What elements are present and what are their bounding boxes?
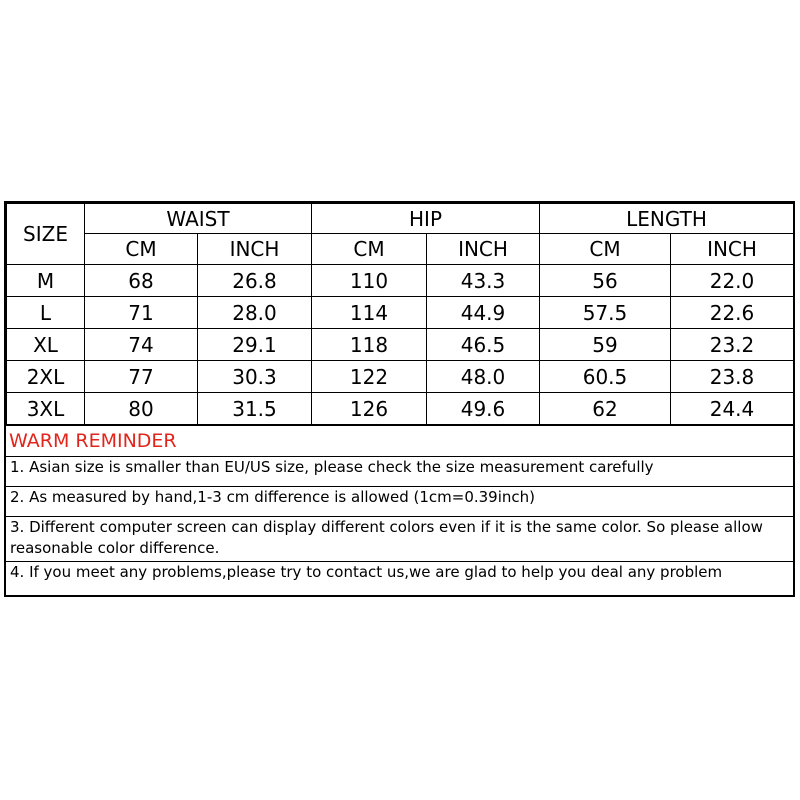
length-cm-cell: 56 xyxy=(540,265,671,297)
waist-inch-cell: 26.8 xyxy=(198,265,312,297)
note-line: 3. Different computer screen can display different colors even if it is the same color. So please allow xyxy=(10,518,763,536)
note-line: reasonable color difference. xyxy=(10,539,220,557)
unit-header: INCH xyxy=(427,234,540,265)
reminder-note-4 xyxy=(6,561,793,589)
header-unit-row xyxy=(7,234,794,265)
warm-reminder xyxy=(6,425,793,589)
reminder-note-1 xyxy=(6,456,793,486)
waist-cm-cell: 77 xyxy=(85,361,198,393)
reminder-note-2 xyxy=(6,486,793,516)
hip-inch-cell: 49.6 xyxy=(427,393,540,425)
length-inch-cell: 23.2 xyxy=(671,329,794,361)
table-row xyxy=(7,361,794,393)
size-cell: 3XL xyxy=(7,393,85,425)
unit-header: INCH xyxy=(198,234,312,265)
waist-cm-cell: 74 xyxy=(85,329,198,361)
waist-inch-cell: 29.1 xyxy=(198,329,312,361)
hip-cm-cell: 118 xyxy=(312,329,427,361)
table-row xyxy=(7,393,794,425)
note-line: 2. As measured by hand,1-3 cm difference is allowed (1cm=0.39inch) xyxy=(10,488,535,506)
table-row xyxy=(7,329,794,361)
size-cell: XL xyxy=(7,329,85,361)
size-cell: L xyxy=(7,297,85,329)
unit-header: CM xyxy=(540,234,671,265)
length-inch-cell: 24.4 xyxy=(671,393,794,425)
waist-cm-cell: 80 xyxy=(85,393,198,425)
waist-inch-cell: 28.0 xyxy=(198,297,312,329)
size-cell: 2XL xyxy=(7,361,85,393)
length-inch-cell: 22.0 xyxy=(671,265,794,297)
length-inch-cell: 23.8 xyxy=(671,361,794,393)
header-group-row xyxy=(7,204,794,234)
table-row xyxy=(7,265,794,297)
length-cm-cell: 60.5 xyxy=(540,361,671,393)
hip-cm-cell: 110 xyxy=(312,265,427,297)
unit-header: CM xyxy=(312,234,427,265)
length-header: LENGTH xyxy=(540,204,794,234)
size-header: SIZE xyxy=(7,204,85,265)
length-cm-cell: 62 xyxy=(540,393,671,425)
hip-cm-cell: 122 xyxy=(312,361,427,393)
hip-cm-cell: 126 xyxy=(312,393,427,425)
size-chart xyxy=(4,201,795,597)
waist-header: WAIST xyxy=(85,204,312,234)
hip-inch-cell: 48.0 xyxy=(427,361,540,393)
length-cm-cell: 57.5 xyxy=(540,297,671,329)
note-line: 4. If you meet any problems,please try to contact us,we are glad to help you deal any problem xyxy=(10,563,723,581)
hip-inch-cell: 43.3 xyxy=(427,265,540,297)
length-inch-cell: 22.6 xyxy=(671,297,794,329)
hip-inch-cell: 44.9 xyxy=(427,297,540,329)
size-cell: M xyxy=(7,265,85,297)
unit-header: INCH xyxy=(671,234,794,265)
table-row xyxy=(7,297,794,329)
warm-reminder-title: WARM REMINDER xyxy=(9,430,177,452)
unit-header: CM xyxy=(85,234,198,265)
size-table xyxy=(6,203,794,425)
note-line: 1. Asian size is smaller than EU/US size, please check the size measurement carefully xyxy=(10,458,654,476)
hip-inch-cell: 46.5 xyxy=(427,329,540,361)
waist-cm-cell: 71 xyxy=(85,297,198,329)
reminder-note-3 xyxy=(6,516,793,561)
hip-header: HIP xyxy=(312,204,540,234)
waist-inch-cell: 30.3 xyxy=(198,361,312,393)
hip-cm-cell: 114 xyxy=(312,297,427,329)
waist-cm-cell: 68 xyxy=(85,265,198,297)
length-cm-cell: 59 xyxy=(540,329,671,361)
waist-inch-cell: 31.5 xyxy=(198,393,312,425)
